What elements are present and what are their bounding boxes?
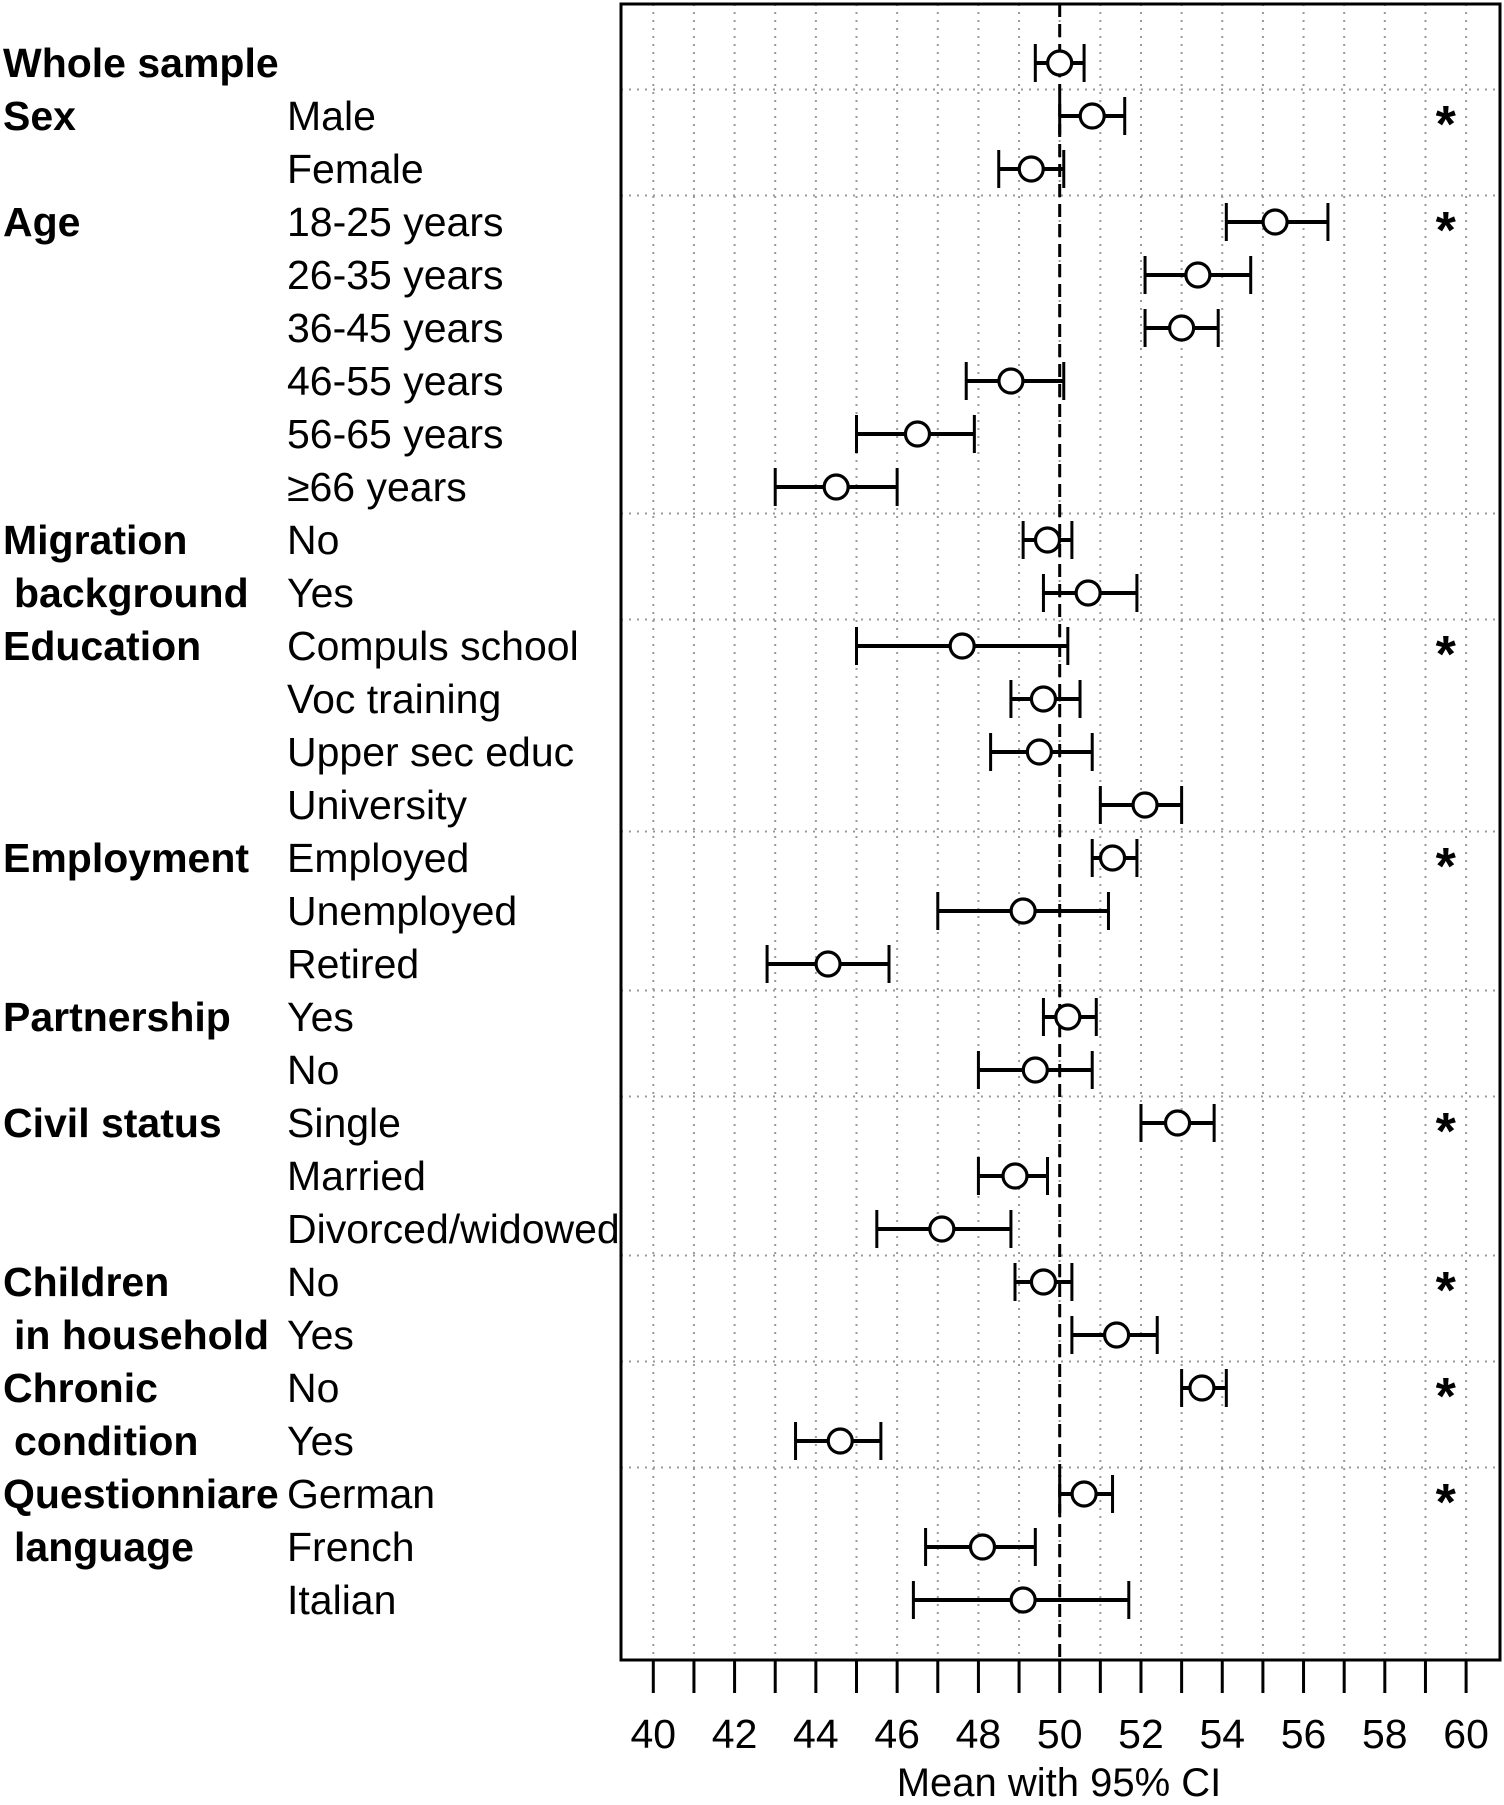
row-sub-label: ≥66 years [287,464,467,510]
axis-tick-label: 50 [1036,1711,1083,1757]
mean-marker [1080,104,1104,128]
row-sub-label: Yes [287,1312,354,1358]
row-group-label: Questionniare [3,1471,279,1517]
row-sub-label: Married [287,1153,426,1199]
axis-tick-label: 54 [1199,1711,1246,1757]
mean-marker [1031,687,1055,711]
row-group-label: Chronic [3,1365,158,1411]
row-sub-label: No [287,1047,340,1093]
significance-asterisk: * [1435,1103,1456,1161]
row-sub-label: Divorced/widowed [287,1206,620,1252]
mean-marker [1027,740,1051,764]
row-sub-label: Unemployed [287,888,518,934]
significance-asterisk: * [1435,838,1456,896]
row-group-label: language [14,1524,194,1570]
axis-tick-label: 40 [630,1711,677,1757]
row-sub-label: Male [287,93,376,139]
row-sub-label: Voc training [287,676,502,722]
axis-tick-label: 44 [793,1711,839,1757]
mean-marker [1105,1323,1129,1347]
row-group-label: in household [14,1312,270,1358]
row-sub-label: Employed [287,835,470,881]
row-group-label: background [14,570,249,616]
row-group-label: Education [3,623,202,669]
mean-marker [1019,157,1043,181]
axis-tick-label: 56 [1280,1711,1327,1757]
mean-marker [1023,1058,1047,1082]
mean-marker [1166,1111,1190,1135]
mean-marker [930,1217,954,1241]
significance-asterisk: * [1435,202,1456,260]
significance-asterisk: * [1435,1262,1456,1320]
mean-marker [1133,793,1157,817]
mean-marker [950,634,974,658]
row-labels [3,40,620,1623]
mean-marker [999,369,1023,393]
row-group-label: Civil status [3,1100,222,1146]
row-sub-label: 18-25 years [287,199,504,245]
mean-marker [1186,263,1210,287]
mean-marker [1031,1270,1055,1294]
row-sub-label: Female [287,146,424,192]
row-sub-label: 26-35 years [287,252,504,298]
mean-marker [1003,1164,1027,1188]
row-sub-label: No [287,517,340,563]
significance-asterisk: * [1435,1368,1456,1426]
axis-tick-label: 46 [874,1711,920,1757]
row-sub-label: 36-45 years [287,305,504,351]
mean-marker [1190,1376,1214,1400]
axis-tick-label: 52 [1118,1711,1164,1757]
mean-marker [1036,528,1060,552]
row-sub-label: Retired [287,941,420,987]
row-group-label: Partnership [3,994,231,1040]
row-sub-label: No [287,1259,340,1305]
row-group-label: Sex [3,93,76,139]
row-sub-label: French [287,1524,415,1570]
mean-marker [905,422,929,446]
x-axis-tick-labels [630,1711,1488,1757]
row-group-label: condition [14,1418,199,1464]
row-sub-label: Yes [287,1418,354,1464]
significance-asterisk: * [1435,626,1456,684]
mean-marker [1011,1588,1035,1612]
row-sub-label: German [287,1471,436,1517]
mean-marker [1076,581,1100,605]
mean-marker [1056,1005,1080,1029]
row-sub-label: Yes [287,994,354,1040]
row-sub-label: 56-65 years [287,411,504,457]
x-axis-ticks [653,1660,1466,1693]
mean-marker [1072,1482,1096,1506]
significance-asterisk: * [1435,96,1456,154]
mean-marker [1011,899,1035,923]
row-group-label: Age [3,199,81,245]
row-group-label: Whole sample [3,40,279,86]
axis-tick-label: 42 [711,1711,758,1757]
row-sub-label: Single [287,1100,401,1146]
mean-marker [1048,51,1072,75]
axis-tick-label: 60 [1443,1711,1489,1757]
row-group-label: Migration [3,517,188,563]
mean-marker [824,475,848,499]
row-sub-label: 46-55 years [287,358,504,404]
mean-marker [1263,210,1287,234]
row-sub-label: Italian [287,1577,397,1623]
row-sub-label: Compuls school [287,623,579,669]
row-group-label: Employment [3,835,250,881]
axis-tick-label: 58 [1362,1711,1408,1757]
mean-marker [1101,846,1125,870]
row-sub-label: Upper sec educ [287,729,575,775]
mean-marker [816,952,840,976]
row-sub-label: Yes [287,570,354,616]
significance-asterisk: * [1435,1474,1456,1532]
row-sub-label: No [287,1365,340,1411]
row-sub-label: University [287,782,467,828]
mean-marker [970,1535,994,1559]
row-group-label: Children [3,1259,170,1305]
axis-tick-label: 48 [955,1711,1002,1757]
mean-marker [1170,316,1194,340]
x-axis-title: Mean with 95% CI [896,1761,1222,1800]
mean-marker [828,1429,852,1453]
